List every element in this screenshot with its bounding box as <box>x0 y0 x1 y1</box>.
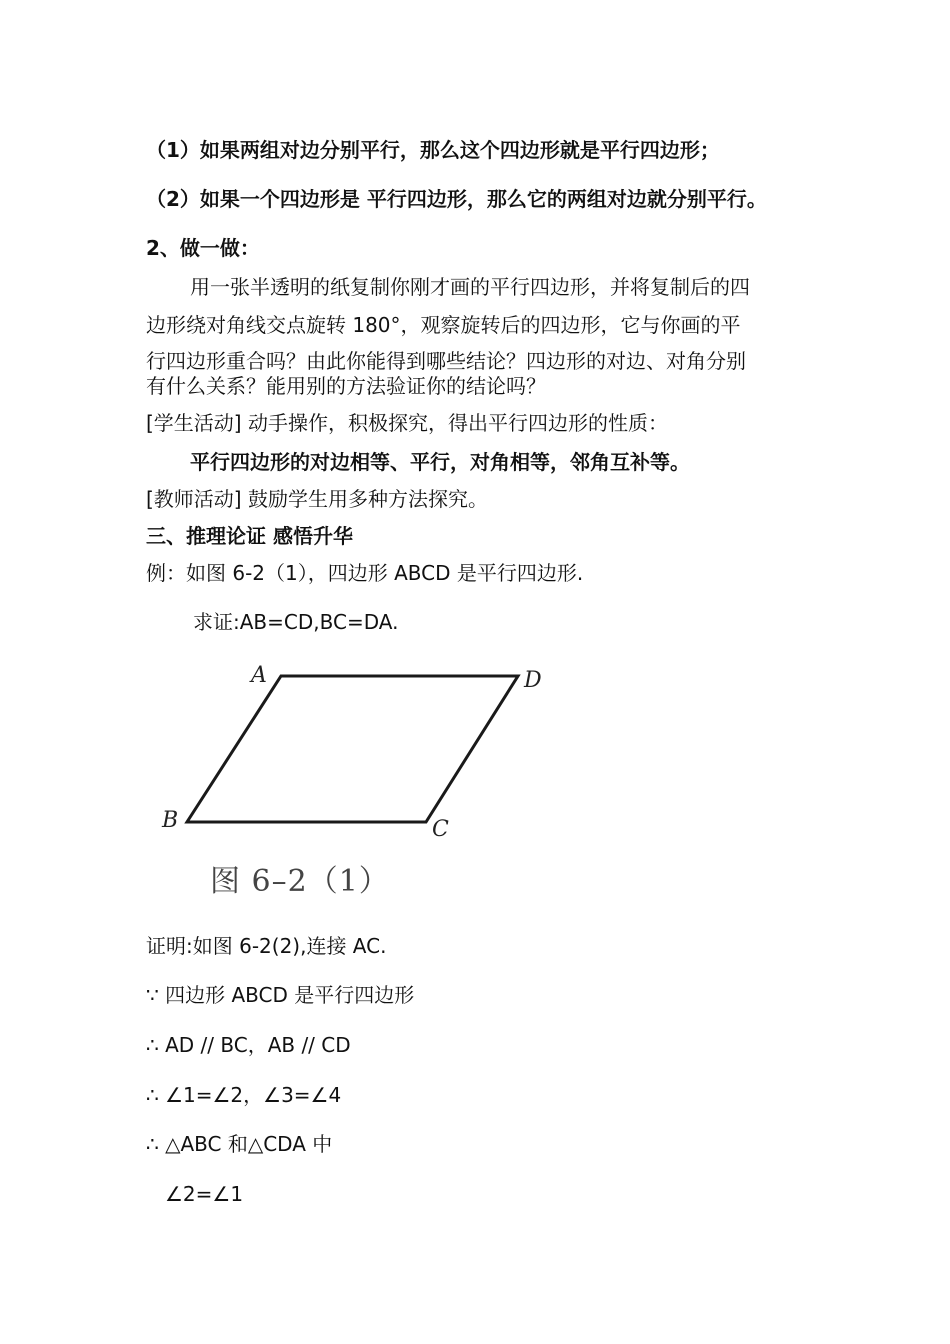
proof-step-2: ∴ AD // BC，AB // CD <box>146 1033 351 1057</box>
proof-step-1: ∵ 四边形 ABCD 是平行四边形 <box>146 983 415 1007</box>
parallelogram-figure <box>150 655 590 845</box>
section-3-heading: 三、推理论证 感悟升华 <box>146 524 353 548</box>
proof-step-3: ∴ ∠1=∠2，∠3=∠4 <box>146 1083 342 1107</box>
proof-intro: 证明:如图 6-2(2),连接 AC. <box>146 934 387 958</box>
statement-2: （2）如果一个四边形是 平行四边形，那么它的两组对边就分别平行。 <box>146 187 767 211</box>
example-statement: 例：如图 6-2（1），四边形 ABCD 是平行四边形. <box>146 561 584 585</box>
parallelogram-shape <box>187 676 518 822</box>
vertex-label-d: D <box>524 668 542 693</box>
property-statement: 平行四边形的对边相等、平行，对角相等，邻角互补等。 <box>190 450 690 474</box>
vertex-label-b: B <box>162 808 179 833</box>
prove-statement: 求证:AB=CD,BC=DA. <box>193 610 399 634</box>
proof-step-4: ∴ △ABC 和△CDA 中 <box>146 1132 333 1156</box>
vertex-label-c: C <box>432 817 449 842</box>
proof-step-5: ∠2=∠1 <box>165 1182 244 1206</box>
heading-do-it: 2、做一做： <box>146 236 260 260</box>
activity-line-1: 用一张半透明的纸复制你刚才画的平行四边形，并将复制后的四 <box>190 275 750 299</box>
student-activity: [学生活动] 动手操作，积极探究，得出平行四边形的性质： <box>146 411 668 435</box>
figure-caption: 图 6–2（1） <box>210 864 390 899</box>
activity-line-2: 边形绕对角线交点旋转 180°，观察旋转后的四边形，它与你画的平 <box>146 313 741 337</box>
statement-1: （1）如果两组对边分别平行，那么这个四边形就是平行四边形； <box>146 138 720 162</box>
activity-line-3: 行四边形重合吗？由此你能得到哪些结论？四边形的对边、对角分别 <box>146 349 746 373</box>
activity-line-4: 有什么关系？能用别的方法验证你的结论吗？ <box>146 374 546 398</box>
teacher-activity: [教师活动] 鼓励学生用多种方法探究。 <box>146 487 488 511</box>
vertex-label-a: A <box>251 663 267 688</box>
